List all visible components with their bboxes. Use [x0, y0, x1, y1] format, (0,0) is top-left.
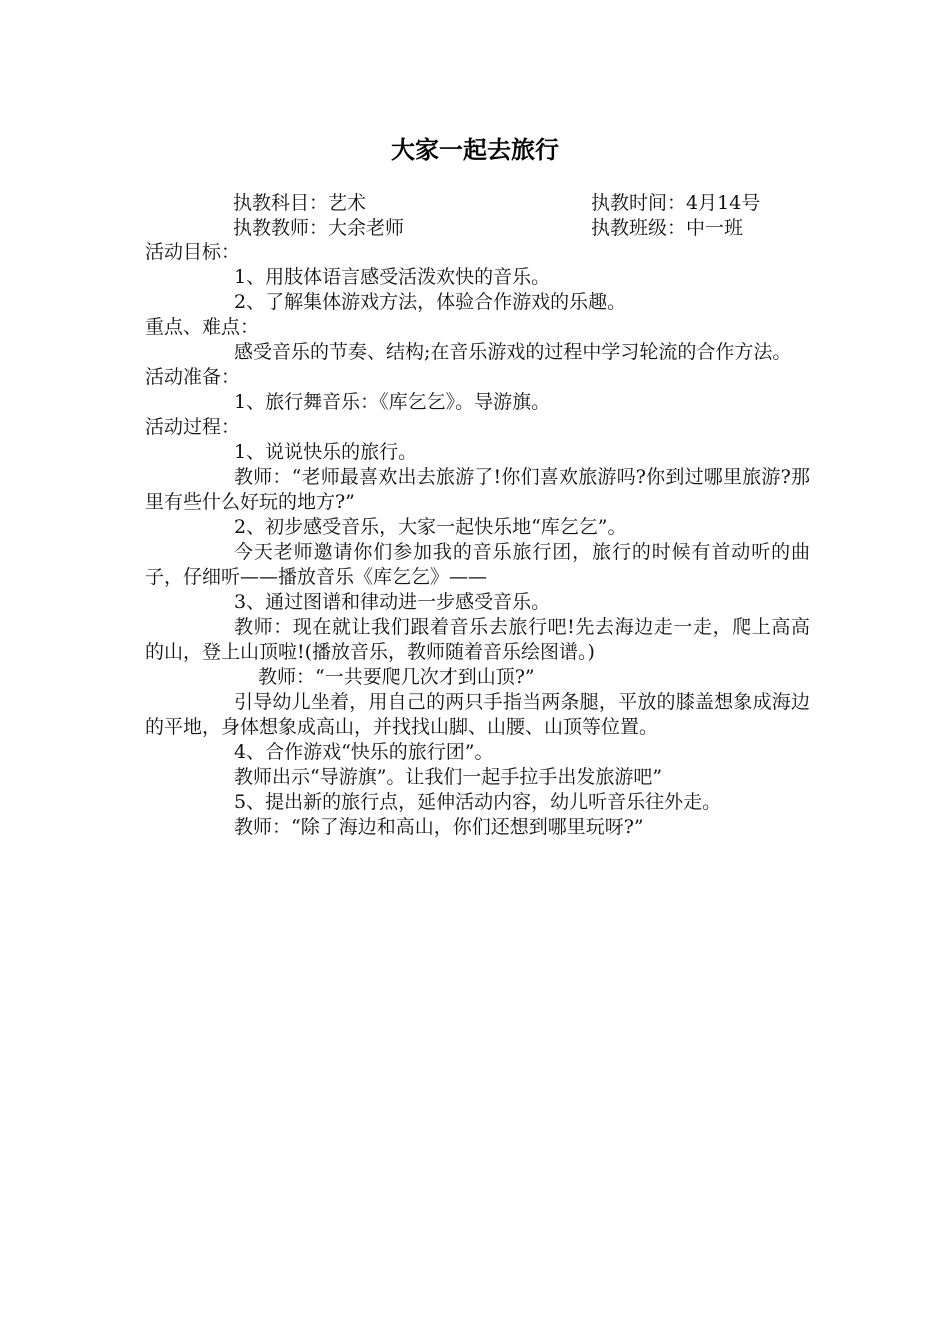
process-step: 5、提出新的旅行点，延伸活动内容，幼儿听音乐往外走。: [234, 791, 722, 813]
process-step: 3、通过图谱和律动进一步感受音乐。: [234, 591, 551, 613]
section-heading-preparation: 活动准备：: [145, 366, 241, 388]
process-paragraph: 教师：现在就让我们跟着音乐去旅行吧!先去海边走一走，爬上高高的山，登上山顶啦!(播放音乐，教师随着音乐绘图谱。): [145, 616, 810, 663]
section-heading-process: 活动过程：: [145, 416, 241, 438]
process-step: 2、初步感受音乐，大家一起快乐地“库乞乞”。: [234, 516, 627, 538]
subject-label: 执教科目：艺术: [233, 192, 367, 214]
document-title: 大家一起去旅行: [391, 136, 559, 164]
goal-item: 2、了解集体游戏方法，体验合作游戏的乐趣。: [234, 291, 627, 313]
process-paragraph: 教师：“老师最喜欢出去旅游了!你们喜欢旅游吗?你到过哪里旅游?那里有些什么好玩的地方?”: [145, 466, 810, 513]
process-paragraph: 教师：“除了海边和高山，你们还想到哪里玩呀?”: [234, 816, 644, 838]
time-label: 执教时间：4月14号: [591, 192, 761, 214]
preparation-item: 1、旅行舞音乐：《库乞乞》。导游旗。: [234, 391, 551, 413]
key-points-text: 感受音乐的节奏、结构;在音乐游戏的过程中学习轮流的合作方法。: [234, 341, 792, 363]
teacher-label: 执教教师：大余老师: [233, 217, 405, 239]
process-paragraph: 引导幼儿坐着，用自己的两只手指当两条腿，平放的膝盖想象成海边的平地，身体想象成高山，并找找山脚、山腰、山顶等位置。: [145, 691, 810, 738]
document-body: [145, 240, 810, 840]
meta-row-2: [233, 215, 813, 241]
goal-item: 1、用肢体语言感受活泼欢快的音乐。: [234, 266, 551, 288]
process-step: 4、合作游戏“快乐的旅行团”。: [234, 741, 494, 763]
process-paragraph: 教师：“一共要爬几次才到山顶?”: [258, 666, 535, 688]
process-step: 1、说说快乐的旅行。: [234, 441, 418, 463]
section-heading-goals: 活动目标：: [145, 241, 241, 263]
process-paragraph: 教师出示“导游旗”。让我们一起手拉手出发旅游吧”: [234, 766, 663, 788]
meta-row-1: [233, 190, 813, 216]
section-heading-key-points: 重点、难点：: [145, 316, 260, 338]
class-label: 执教班级：中一班: [591, 217, 744, 239]
process-paragraph: 今天老师邀请你们参加我的音乐旅行团，旅行的时候有首动听的曲子，仔细听——播放音乐《库乞乞》——: [145, 541, 810, 588]
